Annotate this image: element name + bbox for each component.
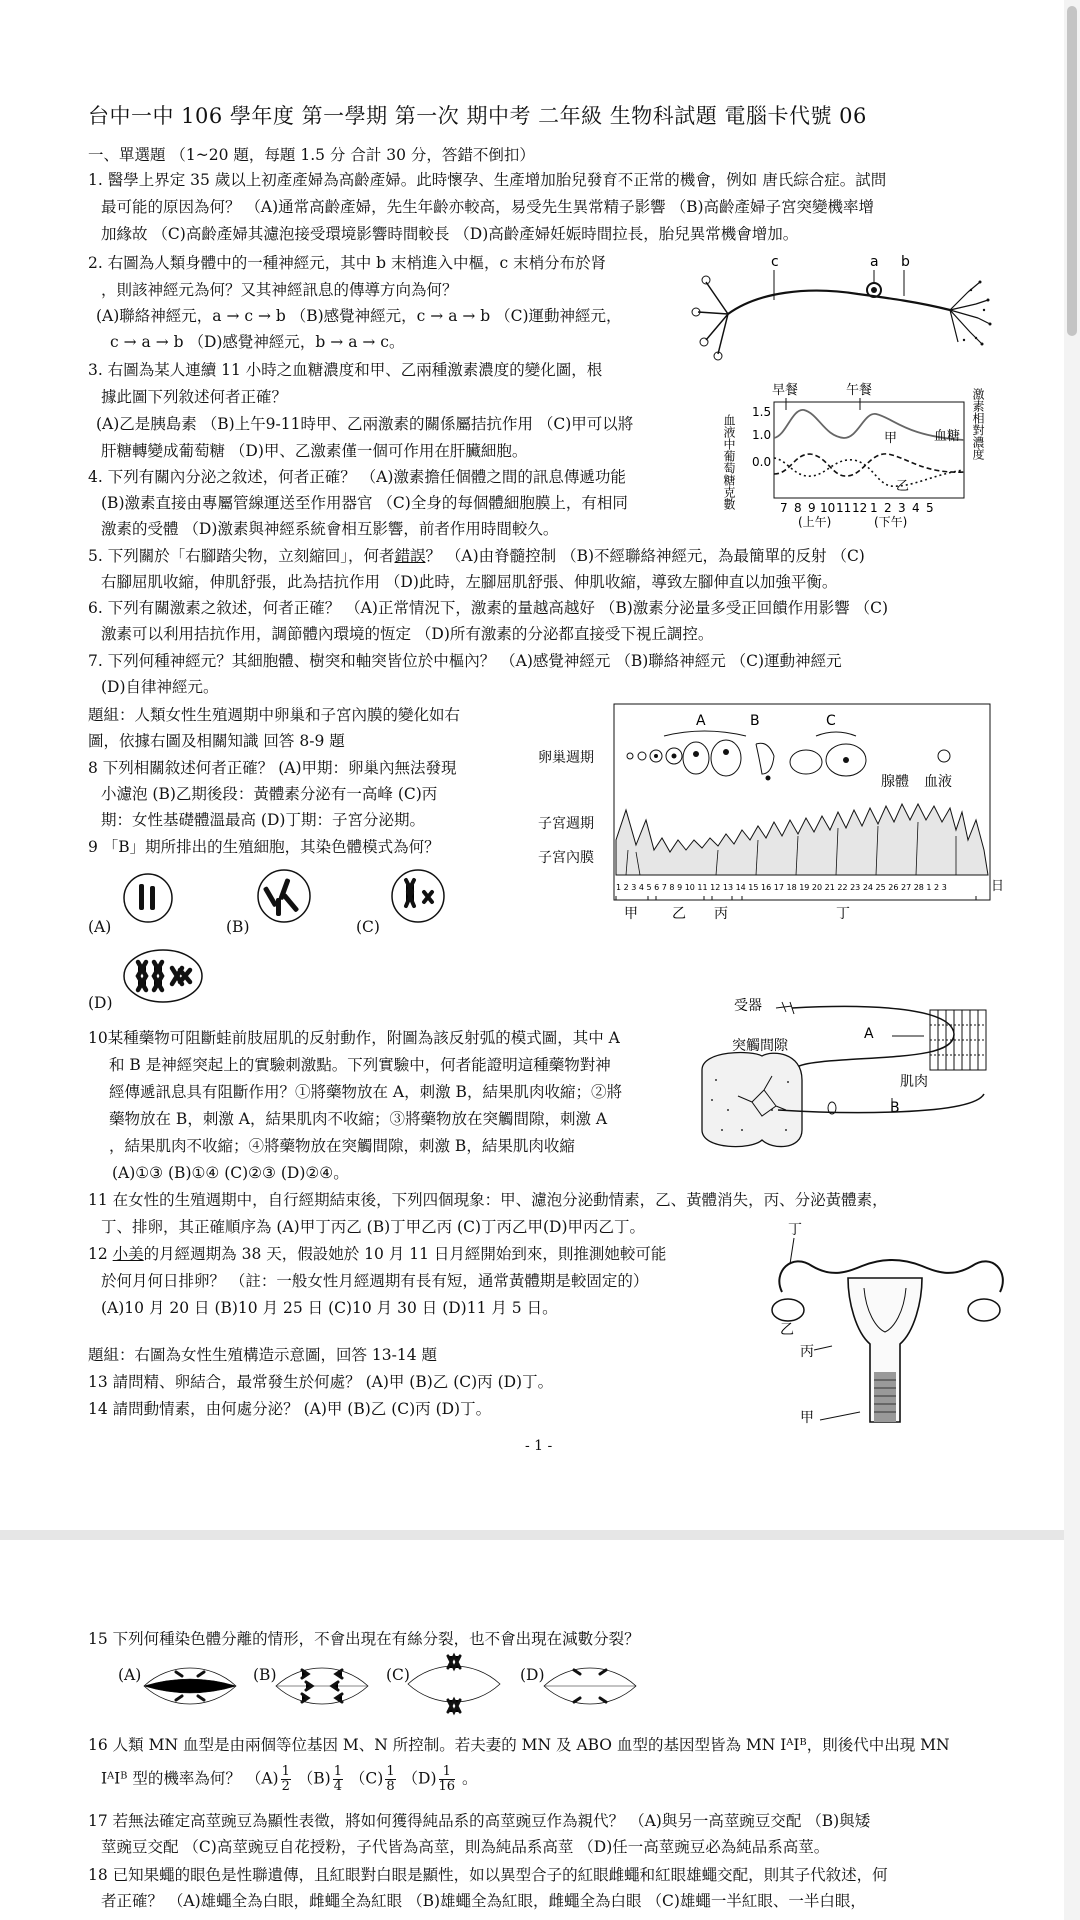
- q3-line3: (A)乙是胰島素 （B)上午9-11時甲、乙兩激素的關係屬拮抗作用 （C)甲可以將: [96, 415, 634, 433]
- q5-line2: 右腳屈肌收縮，伸肌舒張，此為拮抗作用 （D)此時，左腳屈肌舒張、伸肌收縮，導致左腳伸直以加強平衡。: [101, 573, 838, 591]
- group89-line2: 圖，依據右圖及相關知識 回答 8-9 題: [88, 732, 345, 750]
- svg-text:10: 10: [820, 501, 836, 515]
- chart-x-ticks: [780, 501, 934, 515]
- fig-phase-jia: 甲: [624, 906, 638, 922]
- svg-text:9: 9: [808, 501, 816, 515]
- q18-line2: 者正確？ （A)雄蠅全為白眼，雌蠅全為紅眼 （B)雄蠅全為紅眼，雌蠅全為白眼 （C)雄蠅一半紅眼、一半白眼，: [101, 1892, 866, 1910]
- fig-blood: 血液: [924, 774, 952, 790]
- fig-label-ding: 丁: [788, 1222, 802, 1238]
- chart-ytick-0: 1.5: [752, 405, 772, 419]
- q16-line2: IᴬIᴮ 型的機率為何？ （A) $\frac{1}{2}$ （B) $\frac{1}{4}$ （C) $\frac{1}{8}$ （D) $\frac{1}{16}$ 。: [101, 1764, 478, 1794]
- q10-line6: (A)①③ (B)①④ (C)②③ (D)②④。: [112, 1164, 349, 1182]
- svg-text:8: 8: [794, 501, 802, 515]
- q2-line4: c → a → b （D)感覺神經元，b → a → c。: [110, 333, 405, 351]
- q1-line3: 加緣故 （C)高齡產婦其濾泡接受環境影響時間較長 （D)高齡產婦妊娠時間拉長，胎兒異常機會增加。: [101, 225, 799, 243]
- chart-legend-yi: 乙: [896, 479, 910, 494]
- q17-line2: 莖豌豆交配 （C)高莖豌豆自花授粉，子代皆為高莖，則為純品系高莖 （D)任一高莖豌豆必為純品系高莖。: [101, 1838, 830, 1856]
- q4-line1: 4. 下列有關內分泌之敘述，何者正確？ （A)激素擔任個體之間的訊息傳遞功能: [88, 468, 626, 486]
- q10-line1: 10某種藥物可阻斷蛙前肢屈肌的反射動作，附圖為該反射弧的模式圖，其中 A: [88, 1029, 620, 1047]
- q2-line1: 2. 右圖為人類身體中的一種神經元，其中 b 末梢進入中樞，c 末梢分布於肾: [88, 254, 607, 272]
- q9-option-c-label: (C): [356, 918, 380, 936]
- chart-legend-sugar: 血糖: [934, 429, 961, 444]
- q5-line1: 5. 下列關於「右腳踏尖物，立刻縮回」，何者錯誤？ （A)由脊髓控制 （B)不經聯絡神經元，為最簡單的反射 （C): [88, 547, 865, 565]
- q9-line1: 9 「B」期所排出的生殖細胞，其染色體模式為何？: [88, 838, 440, 856]
- q4-line3: 激素的受體 （D)激素與神經系統會相互影響，前者作用時間較久。: [101, 520, 559, 538]
- q15-option-b-figure: [272, 1658, 372, 1714]
- q10-line3: 經傳遞訊息具有阻斷作用？①將藥物放在 A，刺激 B，結果肌肉收縮；②將: [109, 1083, 622, 1101]
- q6-line2: 激素可以利用拮抗作用，調節體內環境的恆定 （D)所有激素的分泌都直接受下視丘調控。: [101, 625, 714, 643]
- q12-line3: (A)10 月 20 日 (B)10 月 25 日 (C)10 月 30 日 (D)11 月 5 日。: [101, 1299, 558, 1317]
- fig-label-jia: 甲: [800, 1410, 814, 1426]
- fig-phase-ding: 丁: [836, 906, 850, 922]
- q16-frac-a: $\frac{1}{2}$: [281, 1764, 290, 1794]
- q10-line4: 藥物放在 B，刺激 A，結果肌肉不收縮；③將藥物放在突觸間隙，刺激 A: [109, 1110, 608, 1128]
- chart-pm-label: (下午): [874, 515, 908, 529]
- q2-line2: ，則該神經元為何？又其神經訊息的傳導方向為何？: [101, 281, 458, 299]
- fig-point-B: B: [890, 1100, 900, 1116]
- q16-frac-c: $\frac{1}{8}$: [386, 1764, 395, 1794]
- q17-line1: 17 若無法確定高莖豌豆為顯性表徵，將如何獲得純品系的高莖豌豆作為親代？ （A)與另一高莖豌豆交配 （B)與矮: [88, 1812, 871, 1830]
- q15-option-c-figure: [404, 1652, 504, 1716]
- neuron-label-b: b: [901, 254, 910, 270]
- series-jia: [774, 454, 964, 476]
- fig-label-bing: 丙: [800, 1344, 814, 1360]
- svg-text:4: 4: [912, 501, 920, 515]
- q14-line1: 14 請問動情素，由何處分泌？ (A)甲 (B)乙 (C)丙 (D)丁。: [88, 1400, 492, 1418]
- q15-option-d-label: (D): [520, 1666, 545, 1684]
- q15-option-c-label: (C): [386, 1666, 410, 1684]
- q15-option-b-label: (B): [253, 1666, 277, 1684]
- fig-endometrium: 子宮內膜: [538, 850, 594, 866]
- q9-option-a-label: (A): [88, 918, 112, 936]
- chart-lunch: 午餐: [846, 383, 873, 398]
- neuron-label-a: a: [870, 254, 879, 270]
- svg-text:1: 1: [870, 501, 878, 515]
- chart-am-label: (上午): [798, 515, 832, 529]
- q15-line1: 15 下列何種染色體分離的情形，不會出現在有絲分裂，也不會出現在減數分裂？: [88, 1630, 640, 1648]
- svg-text:2: 2: [884, 501, 892, 515]
- q4-line2: (B)激素直接由專屬管線運送至作用器官 （C)全身的每個體細胞膜上，有相同: [101, 494, 628, 512]
- fig-uterus-cycle: 子宮週期: [538, 816, 594, 832]
- neuron-label-c: c: [771, 254, 779, 270]
- q6-line1: 6. 下列有關激素之敘述，何者正確？ （A)正常情況下，激素的量越高越好 （B)激素分泌量多受正回饋作用影響 （C): [88, 599, 889, 617]
- q12-line2: 於何月何日排卵？ （註：一般女性月經週期有長有短，通常黃體期是較固定的）: [101, 1272, 649, 1290]
- svg-text:5: 5: [926, 501, 934, 515]
- blood-sugar-chart: [724, 378, 996, 528]
- q2-line3: (A)聯絡神經元，a → c → b （B)感覺神經元，c → a → b （C)運動神經元，: [96, 307, 622, 325]
- section-heading: 一、單選題 （1~20 題，每題 1.5 分 合計 30 分，答錯不倒扣）: [88, 146, 535, 164]
- page-separator: [0, 1530, 1064, 1540]
- chart-legend-jia: 甲: [884, 431, 898, 446]
- page-number: - 1 -: [525, 1438, 553, 1454]
- q13-line1: 13 請問精、卵結合，最常發生於何處？ (A)甲 (B)乙 (C)丙 (D)丁。: [88, 1373, 554, 1391]
- reflex-arc-figure: [692, 990, 1008, 1160]
- q10-line5: ，結果肌肉不收縮；④將藥物放在突觸間隙，刺激 B，結果肌肉收縮: [109, 1137, 575, 1155]
- fig-B: B: [750, 713, 760, 729]
- fig-point-A: A: [864, 1026, 874, 1042]
- q8-line3: 期：女性基礎體溫最高 (D)丁期：子宮分泌期。: [101, 811, 425, 829]
- fig-muscle: 肌肉: [900, 1074, 928, 1090]
- chart-y-label: 血液中葡萄糖克數: [722, 414, 736, 510]
- fig-synapse: 突觸間隙: [732, 1038, 788, 1054]
- q9-option-c-figure: [388, 868, 448, 924]
- q7-line1: 7. 下列何種神經元？其細胞體、樹突和軸突皆位於中樞內？ （A)感覺神經元 （B)聯絡神經元 （C)運動神經元: [88, 652, 842, 670]
- q15-option-d-figure: [540, 1658, 640, 1714]
- fig-ovary-cycle: 卵巢週期: [538, 750, 594, 766]
- q12-underlined-name: 小美: [112, 1245, 144, 1263]
- menstrual-cycle-figure: [536, 700, 1004, 925]
- q16-frac-b: $\frac{1}{4}$: [333, 1764, 342, 1794]
- fig-days: 1 2 3 4 5 6 7 8 9 10 11 12 13 14 15 16 17 18 19 20 21 22 23 24 25 26 27 28 1 2 3: [616, 883, 947, 892]
- neuron-figure: [688, 252, 998, 364]
- female-reproductive-figure: [752, 1222, 1002, 1432]
- svg-text:7: 7: [780, 501, 788, 515]
- scrollbar[interactable]: [1064, 0, 1080, 1920]
- group1314-line1: 題組：右圖為女性生殖構造示意圖，回答 13-14 題: [88, 1346, 438, 1364]
- fig-day-unit: 日: [991, 879, 1005, 894]
- fig-gland: 腺體: [881, 774, 909, 790]
- q7-line2: (D)自律神經元。: [101, 678, 219, 696]
- q3-line2: 據此圖下列敘述何者正確？: [101, 388, 288, 406]
- q1-line2: 最可能的原因為何？ （A)通常高齡產婦，先生年齡亦較高，易受先生異常精子影響 （B)高齡產婦子宮突變機率增: [101, 198, 875, 216]
- scrollbar-thumb[interactable]: [1067, 6, 1077, 336]
- q9-option-d-figure: [122, 948, 204, 1004]
- group89-line1: 題組：人類女性生殖週期中卵巢和子宮內膜的變化如右: [88, 706, 461, 724]
- fig-phase-bing: 丙: [714, 906, 728, 922]
- q8-line2: 小濾泡 (B)乙期後段：黃體素分泌有一高峰 (C)丙: [101, 785, 438, 803]
- chart-y2-label: 激素相對濃度: [971, 388, 985, 460]
- q3-line1: 3. 右圖為某人連續 11 小時之血糖濃度和甲、乙兩種激素濃度的變化圖，根: [88, 361, 603, 379]
- q5-underlined-word: 錯誤: [394, 547, 426, 565]
- svg-text:11: 11: [836, 501, 852, 515]
- chart-breakfast: 早餐: [772, 383, 799, 398]
- q16-frac-d: $\frac{1}{16}$: [438, 1764, 456, 1794]
- fig-A: A: [696, 713, 706, 729]
- q9-option-b-label: (B): [226, 918, 250, 936]
- q15-option-a-label: (A): [118, 1666, 142, 1684]
- q10-line2: 和 B 是神經突起上的實驗刺激點。下列實驗中，何者能證明這種藥物對神: [109, 1056, 611, 1074]
- q11-line2: 丁、排卵，其正確順序為 (A)甲丁丙乙 (B)丁甲乙丙 (C)丁丙乙甲(D)甲丙乙丁。: [101, 1218, 646, 1236]
- chart-ytick-2: 0.0: [752, 455, 772, 469]
- fig-receptor: 受器: [734, 998, 762, 1014]
- q16-line1: 16 人類 MN 血型是由兩個等位基因 M、N 所控制。若夫妻的 MN 及 ABO 血型的基因型皆為 MN IᴬIᴮ，則後代中出現 MN: [88, 1736, 950, 1754]
- q18-line1: 18 已知果蠅的眼色是性聯遺傳，且紅眼對白眼是顯性，如以異型合子的紅眼雌蠅和紅眼雄蠅交配，則其子代敘述，何: [88, 1866, 888, 1884]
- q9-option-b-figure: [256, 868, 312, 924]
- q11-line1: 11 在女性的生殖週期中，自行經期結束後，下列四個現象：甲、濾泡分泌動情素，乙、黃體消失，丙、分泌黃體素，: [88, 1191, 888, 1209]
- svg-text:3: 3: [898, 501, 906, 515]
- chart-ytick-1: 1.0: [752, 428, 772, 442]
- fig-label-yi: 乙: [780, 1322, 794, 1338]
- q15-option-a-figure: [140, 1658, 240, 1714]
- fig-phase-yi: 乙: [672, 906, 686, 922]
- fig-C: C: [826, 713, 836, 729]
- q3-line4: 肝糖轉變成葡萄糖 （D)甲、乙激素僅一個可作用在肝臟細胞。: [101, 442, 528, 460]
- q12-line1: 12 小美的月經週期為 38 天，假設她於 10 月 11 日月經開始到來，則推測她較可能: [88, 1245, 667, 1263]
- exam-title: 台中一中 106 學年度 第一學期 第一次 期中考 二年級 生物科試題 電腦卡代號 06: [88, 104, 867, 128]
- q8-line1: 8 下列相關敘述何者正確？ (A)甲期：卵巢內無法發現: [88, 759, 457, 777]
- svg-text:12: 12: [852, 501, 868, 515]
- q9-option-d-label: (D): [88, 994, 113, 1012]
- q1-line1: 1. 醫學上界定 35 歲以上初產產婦為高齡產婦。此時懷孕、生產增加胎兒發育不正常的機會，例如 唐氏綜合症。試問: [88, 171, 887, 189]
- q9-option-a-figure: [122, 872, 174, 924]
- document-page-2: [0, 1540, 1064, 1920]
